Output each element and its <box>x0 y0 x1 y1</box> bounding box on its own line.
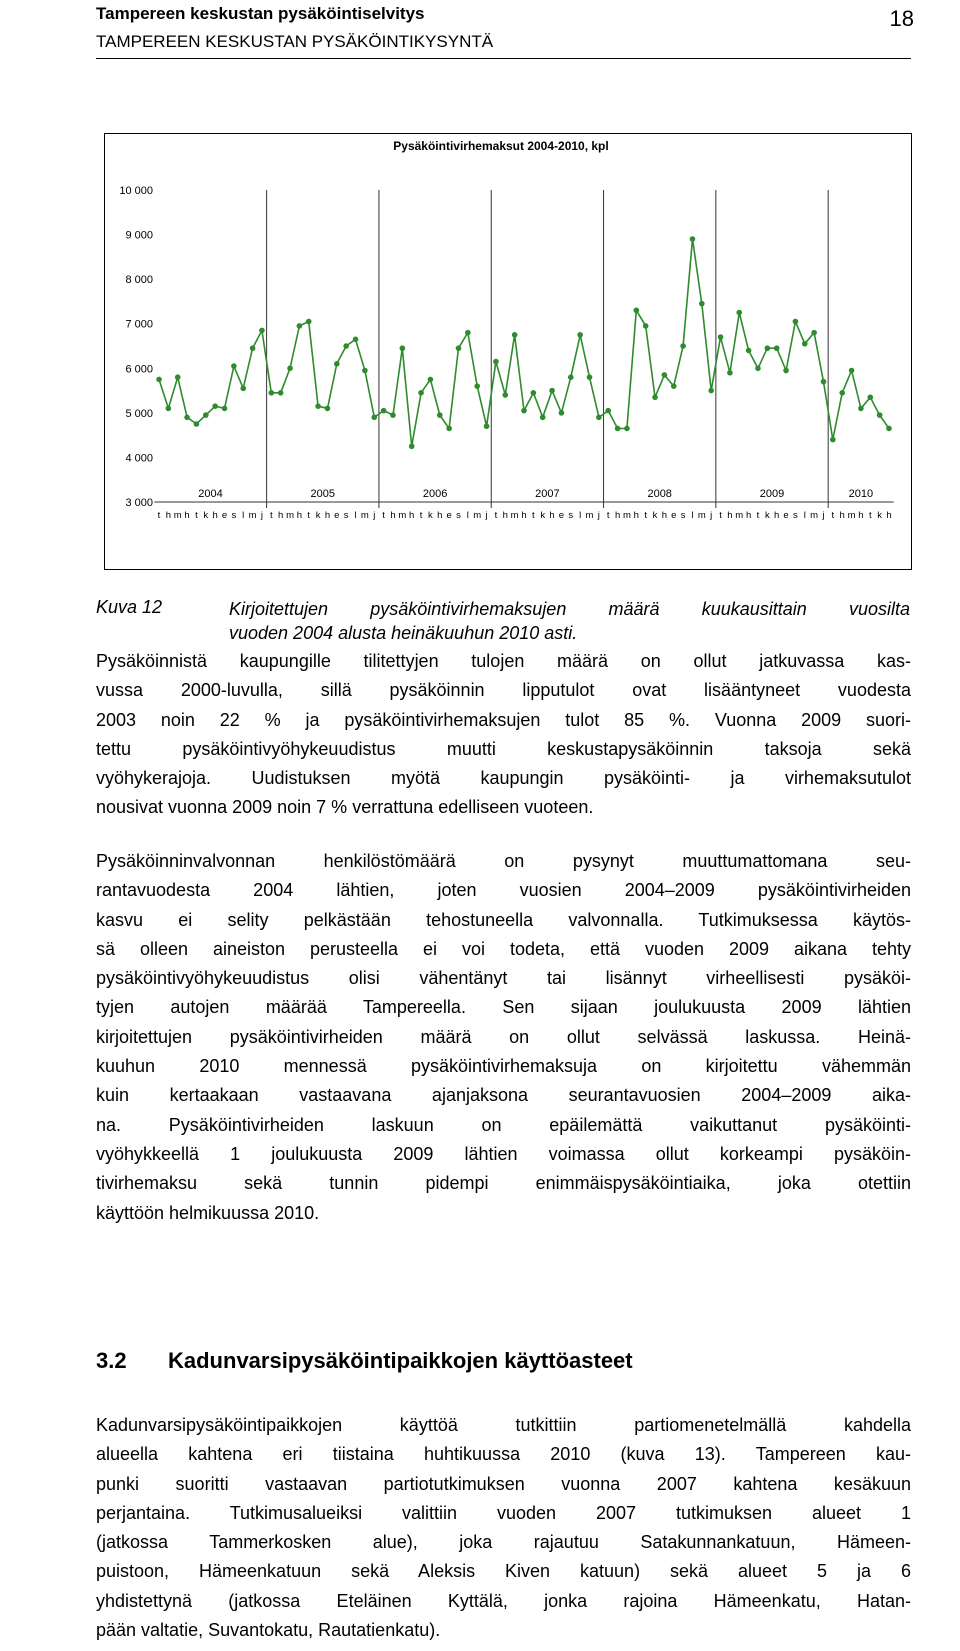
figure-caption-line-1: Kirjoitettujen pysäköintivirhemaksujen määrä kuukausittain vuosilta <box>229 599 910 619</box>
y-tick-label: 6 000 <box>125 363 153 376</box>
para3-line: Kadunvarsipysäköintipaikkojen käyttöä tutkittiin partiomenetelmällä kahdella <box>96 1415 911 1435</box>
month-tick-label: t <box>494 510 498 521</box>
data-point <box>793 319 799 325</box>
month-tick-label: l <box>354 510 357 521</box>
data-point <box>690 236 696 242</box>
data-point <box>334 361 340 367</box>
data-point <box>652 394 658 400</box>
month-tick-label: l <box>242 510 245 521</box>
data-point <box>456 345 462 351</box>
data-point <box>371 415 377 421</box>
month-tick-label: t <box>868 510 872 521</box>
data-point <box>502 392 508 398</box>
month-tick-label: l <box>466 510 469 521</box>
data-point <box>736 310 742 316</box>
para3-line: pään valtatie, Suvantokatu, Rautatienkatu). <box>96 1620 441 1641</box>
data-point <box>559 410 565 416</box>
page-header-title: Tampereen keskustan pysäköintiselvitys <box>96 4 425 23</box>
para3-line: puistoon, Hämeenkatuun sekä Aleksis Kiven katuun) sekä alueet 5 ja 6 <box>96 1561 911 1582</box>
para2-line: Pysäköinninvalvonnan henkilöstömäärä on pysynyt muuttumattomana seu- <box>96 851 911 871</box>
month-tick-label: e <box>221 510 228 521</box>
month-tick-label: t <box>269 510 273 521</box>
month-tick-label: m <box>398 510 407 521</box>
chart-container <box>104 133 912 570</box>
data-point <box>184 415 190 421</box>
year-label: 2005 <box>310 488 336 500</box>
figure-caption <box>229 597 910 645</box>
para3-line: yhdistettynä (jatkossa Eteläinen Kyttälä, jonka rajoina Hämeenkatu, Hatan- <box>96 1590 911 1611</box>
data-point <box>390 412 396 418</box>
data-point <box>175 374 181 380</box>
month-tick-label: h <box>858 510 864 521</box>
month-tick-label: l <box>691 510 694 521</box>
month-tick-label: m <box>173 510 182 521</box>
data-point <box>587 374 593 380</box>
data-point <box>287 365 293 371</box>
month-tick-label: t <box>307 510 311 521</box>
month-tick-label: j <box>260 510 264 521</box>
para3-line: punki suoritti vastaavan partiotutkimuksen vuonna 2007 kahtena kesäkuun <box>96 1473 911 1494</box>
data-point <box>381 408 387 414</box>
data-point <box>839 390 845 396</box>
section-heading <box>96 1348 633 1374</box>
data-point <box>278 390 284 396</box>
data-point <box>493 359 499 365</box>
data-point <box>886 426 892 432</box>
data-point <box>821 379 827 385</box>
month-tick-label: h <box>774 510 780 521</box>
month-tick-label: k <box>203 510 209 521</box>
data-point <box>596 415 602 421</box>
month-tick-label: m <box>510 510 519 521</box>
month-tick-label: h <box>521 510 527 521</box>
data-point <box>166 406 172 412</box>
data-point <box>540 415 546 421</box>
y-tick-label: 5 000 <box>125 407 153 420</box>
month-tick-label: m <box>360 510 369 521</box>
data-point <box>446 426 452 432</box>
month-tick-label: m <box>622 510 631 521</box>
month-tick-label: j <box>597 510 600 521</box>
y-tick-label: 8 000 <box>125 274 153 287</box>
month-tick-label: t <box>831 510 835 521</box>
data-point <box>718 334 724 340</box>
month-tick-label: h <box>296 510 303 521</box>
data-point <box>240 386 246 392</box>
para2-line: kirjoitettujen pysäköintivirheiden määrä on ollut selvässä laskussa. Heinä- <box>96 1026 911 1047</box>
data-point <box>531 390 537 396</box>
month-tick-label: h <box>212 510 218 521</box>
para1-line: Pysäköinnistä kaupungille tilitettyjen tulojen määrä on ollut jatkuvassa kas- <box>96 651 911 671</box>
data-point <box>634 308 640 314</box>
data-point <box>222 406 228 412</box>
y-tick-label: 7 000 <box>125 318 153 331</box>
month-tick-label: h <box>324 510 331 521</box>
data-point <box>521 408 527 414</box>
data-point <box>353 337 359 343</box>
data-point <box>877 412 883 418</box>
data-point <box>315 403 321 409</box>
data-point <box>727 370 733 376</box>
month-tick-label: k <box>877 510 883 521</box>
month-tick-label: j <box>822 510 825 521</box>
month-tick-label: h <box>614 510 621 521</box>
data-point <box>212 403 218 409</box>
para3-line: (jatkossa Tammerkosken alue), joka rajautuu Satakunnankatuun, Hämeen- <box>96 1532 911 1553</box>
month-tick-label: e <box>671 510 677 521</box>
month-tick-label: m <box>473 510 482 521</box>
data-point <box>418 390 424 396</box>
month-tick-label: t <box>756 510 760 521</box>
month-tick-label: t <box>157 510 161 521</box>
month-tick-label: t <box>606 510 610 521</box>
para2-line: rantavuodesta 2004 lähtien, joten vuosien 2004–2009 pysäköintivirheiden <box>96 880 911 901</box>
data-point <box>306 319 312 325</box>
para2-line: vyöhykkeellä 1 joulukuusta 2009 lähtien voimassa ollut korkeampi pysäköin- <box>96 1143 911 1164</box>
month-tick-label: k <box>315 510 321 521</box>
month-tick-label: s <box>568 510 574 521</box>
month-tick-label: h <box>839 510 845 521</box>
para1-line: vussa 2000-luvulla, sillä pysäköinnin lipputulot ovat lisääntyneet vuodesta <box>96 680 911 701</box>
data-point <box>325 406 331 412</box>
para1-line: tettu pysäköintivyöhykeuudistus muutti keskustapysäköinnin taksoja sekä <box>96 738 911 759</box>
data-point <box>680 343 686 349</box>
month-tick-label: t <box>644 510 647 521</box>
month-tick-label: e <box>334 510 340 521</box>
month-tick-label: e <box>558 510 565 521</box>
series-line <box>159 239 889 446</box>
para3-line: alueella kahtena eri tiistaina huhtikuussa 2010 (kuva 13). Tampereen kau- <box>96 1444 911 1465</box>
data-point <box>259 328 265 334</box>
year-label: 2008 <box>647 488 672 500</box>
data-point <box>484 423 490 429</box>
data-point <box>362 368 368 374</box>
para1-line: nousivat vuonna 2009 noin 7 % verrattuna edelliseen vuoteen. <box>96 797 594 818</box>
data-point <box>858 406 864 412</box>
chart-title: Pysäköintivirhemaksut 2004-2010, kpl <box>393 139 609 153</box>
month-tick-label: k <box>428 510 433 521</box>
data-point <box>699 301 705 307</box>
para2-line: käyttöön helmikuussa 2010. <box>96 1202 320 1223</box>
month-tick-label: m <box>810 510 819 521</box>
month-tick-label: h <box>886 510 892 521</box>
figure-label: Kuva 12 <box>96 597 163 617</box>
month-tick-label: m <box>735 510 744 521</box>
paragraph-3 <box>96 1411 911 1645</box>
data-point <box>297 323 303 329</box>
month-tick-label: k <box>540 510 546 521</box>
month-tick-label: h <box>437 510 443 521</box>
month-tick-label: h <box>278 510 284 521</box>
month-tick-label: s <box>343 510 349 521</box>
data-point <box>250 345 256 351</box>
year-label: 2007 <box>535 488 560 500</box>
month-tick-label: m <box>585 510 594 521</box>
month-tick-label: l <box>579 510 582 521</box>
month-tick-label: t <box>195 510 198 521</box>
y-tick-label: 10 000 <box>119 185 153 197</box>
month-tick-label: m <box>286 510 294 521</box>
para2-line: na. Pysäköintivirheiden laskuun on epäilemättä vaikuttanut pysäköinti- <box>96 1114 911 1135</box>
month-tick-label: s <box>231 510 237 521</box>
page-number: 18 <box>889 6 914 31</box>
data-point <box>465 330 471 336</box>
month-tick-label: h <box>390 510 396 521</box>
line-chart <box>105 134 911 569</box>
data-point <box>755 365 761 371</box>
year-label: 2004 <box>198 488 223 500</box>
data-point <box>577 332 583 338</box>
month-tick-label: e <box>446 510 452 521</box>
para2-line: kuin kertaakaan vastaavana ajanjaksona seurantavuosien 2004–2009 aika- <box>96 1085 911 1106</box>
data-point <box>662 372 668 378</box>
y-tick-label: 3 000 <box>125 497 153 509</box>
y-tick-label: 4 000 <box>125 452 153 465</box>
data-point <box>802 341 808 347</box>
data-point <box>343 343 349 349</box>
section-title: Kadunvarsipysäköintipaikkojen käyttöasteet <box>168 1348 633 1373</box>
month-tick-label: t <box>719 510 722 521</box>
data-point <box>269 390 275 396</box>
data-point <box>615 426 621 432</box>
month-tick-label: s <box>793 510 798 521</box>
data-point <box>437 412 443 418</box>
data-point <box>194 421 200 427</box>
month-tick-label: j <box>485 510 488 521</box>
data-point <box>774 345 780 351</box>
para2-line: kasvu ei selity pelkästään tehostuneella valvonnalla. Tutkimuksessa käytös- <box>96 909 911 930</box>
month-tick-label: m <box>697 510 706 521</box>
data-point <box>708 388 714 394</box>
y-tick-label: 9 000 <box>125 229 153 242</box>
data-point <box>156 377 162 383</box>
data-point <box>400 345 406 351</box>
figure-caption-line-2: vuoden 2004 alusta heinäkuuhun 2010 asti. <box>229 623 578 643</box>
data-point <box>783 368 789 374</box>
month-tick-label: j <box>373 510 376 521</box>
data-point <box>746 348 752 354</box>
data-point <box>765 345 771 351</box>
para2-line: pysäköintivyöhykeuudistus olisi vähentänyt tai lisännyt virheellisesti pysäköi- <box>96 968 911 989</box>
data-point <box>568 374 574 380</box>
section-number: 3.2 <box>96 1348 127 1373</box>
data-point <box>624 426 630 432</box>
month-tick-label: h <box>165 510 172 521</box>
month-tick-label: k <box>764 510 770 521</box>
month-tick-label: s <box>680 510 686 521</box>
month-tick-label: h <box>745 510 752 521</box>
para2-line: tivirhemaksu sekä tunnin pidempi enimmäispysäköintiaika, joka otettiin <box>96 1173 911 1194</box>
month-tick-label: h <box>502 510 508 521</box>
para2-line: tyjen autojen määrää Tampereella. Sen sijaan joulukuusta 2009 lähtien <box>96 997 911 1018</box>
data-point <box>605 408 611 414</box>
month-tick-label: h <box>661 510 668 521</box>
data-point <box>203 412 209 418</box>
data-point <box>474 383 480 389</box>
data-point <box>428 377 434 383</box>
data-point <box>512 332 518 338</box>
paragraph-2 <box>96 847 911 1228</box>
para1-line: vyöhykerajoja. Uudistuksen myötä kaupungin pysäköinti- ja virhemaksutulot <box>96 768 911 789</box>
month-tick-label: e <box>783 510 789 521</box>
data-point <box>671 383 677 389</box>
month-tick-label: t <box>382 510 385 521</box>
page-header-subtitle: TAMPEREEN KESKUSTAN PYSÄKÖINTIKYSYNTÄ <box>96 32 494 51</box>
data-point <box>549 388 555 394</box>
data-point <box>849 368 855 374</box>
month-tick-label: m <box>248 510 257 521</box>
data-point <box>867 394 873 400</box>
month-tick-label: k <box>652 510 658 521</box>
month-tick-label: m <box>847 510 856 521</box>
data-point <box>409 443 415 449</box>
month-tick-label: h <box>409 510 415 521</box>
month-tick-label: l <box>803 510 806 521</box>
month-tick-label: s <box>456 510 461 521</box>
header-rule <box>96 58 911 59</box>
year-label: 2006 <box>422 488 448 500</box>
month-tick-label: h <box>549 510 555 521</box>
para2-line: kuuhun 2010 mennessä pysäköintivirhemaksuja on kirjoitettu vähemmän <box>96 1056 911 1077</box>
para3-line: perjantaina. Tutkimusalueiksi valittiin vuoden 2007 tutkimuksen alueet 1 <box>96 1502 911 1523</box>
para2-line: sä olleen aineiston perusteella ei voi todeta, että vuoden 2009 aikana tehty <box>96 938 911 959</box>
month-tick-label: t <box>532 510 535 521</box>
month-tick-label: h <box>633 510 639 521</box>
data-point <box>231 363 237 369</box>
data-point <box>643 323 649 329</box>
month-tick-label: j <box>710 510 713 521</box>
paragraph-1 <box>96 647 911 823</box>
data-point <box>830 437 836 443</box>
year-label: 2010 <box>848 488 874 500</box>
month-tick-label: h <box>184 510 190 521</box>
data-point <box>811 330 817 336</box>
month-tick-label: t <box>419 510 423 521</box>
para1-line: 2003 noin 22 % ja pysäköintivirhemaksujen tulot 85 %. Vuonna 2009 suori- <box>96 709 911 730</box>
year-label: 2009 <box>759 488 785 500</box>
month-tick-label: h <box>727 510 733 521</box>
